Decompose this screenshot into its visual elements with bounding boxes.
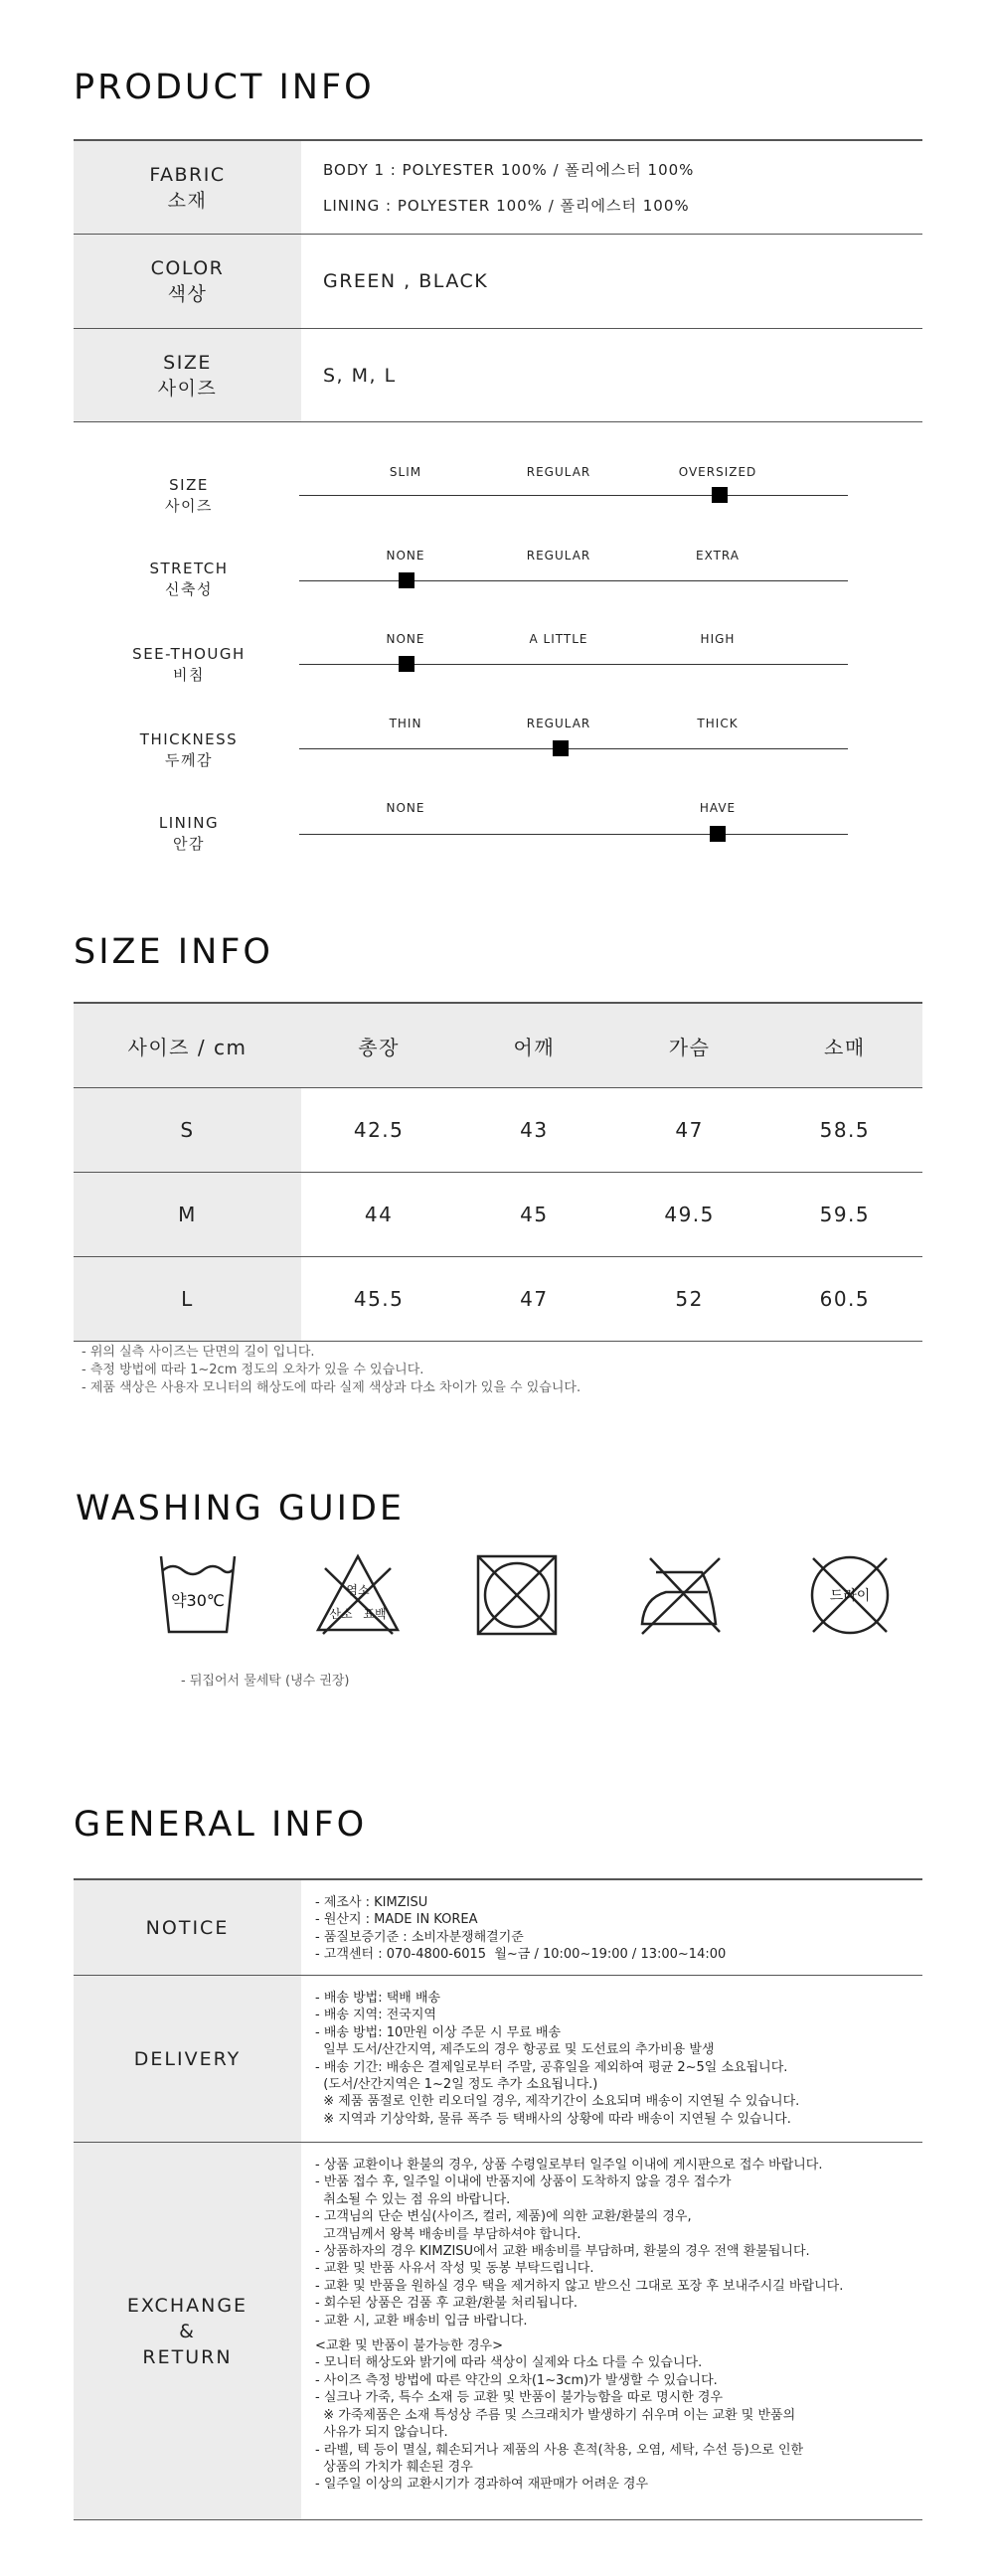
exchange-line: <교환 및 반품이 불가능한 경우> <box>315 2338 504 2354</box>
general-info-table <box>74 1878 922 2520</box>
table-row <box>74 1088 922 1173</box>
notice-line: - 원산지 : MADE IN KOREA <box>315 1912 478 1928</box>
bleach-text-top: 염소 <box>346 1583 370 1597</box>
washing-note: - 뒤집어서 물세탁 (냉수 권장) <box>181 1674 350 1689</box>
size-table-header-row <box>74 1004 922 1088</box>
color-value <box>301 235 922 328</box>
delivery-line: ※ 제품 품절로 인한 리오더일 경우, 제작기간이 소요되며 배송이 지연될 수 있습니다. <box>315 2094 800 2110</box>
size-value <box>301 329 922 421</box>
size-notes <box>82 1344 580 1397</box>
notice-row <box>74 1880 922 1976</box>
scale-size-option-3: OVERSIZED <box>678 465 757 479</box>
scale-thickness-label-en: THICKNESS <box>139 730 239 748</box>
scale-stretch-option-3: EXTRA <box>696 549 740 563</box>
scale-thickness <box>0 717 994 786</box>
scale-thickness-label-ko: 두께감 <box>165 751 213 769</box>
scale-stretch-track <box>299 580 848 581</box>
general-info-title: GENERAL INFO <box>74 1805 368 1845</box>
exchange-line: - 사이즈 측정 방법에 따른 약간의 오차(1~3cm)가 발생할 수 있습니다. <box>315 2372 718 2388</box>
size-info-title: SIZE INFO <box>74 932 273 972</box>
size-header-ko: 사이즈 <box>157 377 218 400</box>
sleeve-cell: 60.5 <box>819 1287 871 1311</box>
length-cell: 44 <box>364 1203 394 1226</box>
scale-size <box>0 465 994 535</box>
size-table-header-chest: 가슴 <box>668 1035 711 1059</box>
exchange-line: - 상품 교환이나 환불의 경우, 상품 수령일로부터 일주일 이내에 게시판으로 접수 바랍니다. <box>315 2158 823 2173</box>
delivery-line: - 배송 지역: 전국지역 <box>315 2008 436 2023</box>
notice-line: - 제조사 : KIMZISU <box>315 1895 428 1910</box>
size-table-header-sleeve: 소매 <box>824 1035 866 1059</box>
scale-size-label <box>129 475 248 517</box>
no-iron-icon <box>636 1550 726 1640</box>
delivery-row <box>74 1976 922 2143</box>
exchange-line: 취소될 수 있는 점 유의 바랍니다. <box>315 2191 511 2207</box>
notice-line: - 고객센터 : 070-4800-6015 월~금 / 10:00~19:00 / 13:00~14:00 <box>315 1947 727 1963</box>
delivery-line: (도서/산간지역은 1~2일 정도 추가 소요됩니다.) <box>315 2077 598 2093</box>
hand-wash-temp-text: 약30℃ <box>171 1591 225 1610</box>
exchange-line: 사유가 되지 않습니다. <box>315 2425 448 2441</box>
notice-line: - 품질보증기준 : 소비자분쟁해결기준 <box>315 1929 524 1945</box>
exchange-spacer <box>315 2330 922 2337</box>
size-info-table <box>74 1002 922 1342</box>
delivery-line: ※ 지역과 기상악화, 물류 폭주 등 택배사의 상황에 따라 배송이 지연될 수 있습니다. <box>315 2111 791 2127</box>
exchange-header-line-3: RETURN <box>142 2345 233 2368</box>
notice-value <box>301 1880 922 1975</box>
exchange-return-row <box>74 2143 922 2520</box>
color-header-en: COLOR <box>150 257 225 279</box>
scale-see-through-track <box>299 664 848 665</box>
scale-size-label-en: SIZE <box>169 476 209 494</box>
scale-stretch-option-2: REGULAR <box>526 549 591 563</box>
delivery-value <box>301 1976 922 2142</box>
size-cell: M <box>74 1173 301 1256</box>
scale-stretch-label-en: STRETCH <box>149 560 229 577</box>
delivery-line: - 배송 방법: 10만원 이상 주문 시 무료 배송 <box>315 2024 562 2040</box>
sleeve-cell: 58.5 <box>819 1118 871 1142</box>
sleeve-cell: 59.5 <box>819 1203 871 1226</box>
scale-size-option-2: REGULAR <box>526 465 591 479</box>
dry-clean-text: 드라이 <box>829 1588 871 1604</box>
shoulder-cell: 43 <box>520 1118 549 1142</box>
fabric-value <box>301 141 922 234</box>
chest-cell: 52 <box>675 1287 704 1311</box>
exchange-line: - 상품하자의 경우 KIMZISU에서 교환 배송비를 부담하며, 환불의 경우 전액 환불됩니다. <box>315 2244 810 2260</box>
shoulder-cell: 47 <box>520 1287 549 1311</box>
exchange-return-header <box>74 2143 301 2519</box>
size-cell: S <box>74 1088 301 1172</box>
exchange-line: - 실크나 가죽, 특수 소재 등 교환 및 반품이 불가능함을 따로 명시한 경우 <box>315 2390 724 2406</box>
size-note: - 제품 색상은 사용자 모니터의 해상도에 따라 실제 색상과 다소 차이가 있을 수 있습니다. <box>82 1380 581 1395</box>
color-header <box>74 235 301 328</box>
size-line: S, M, L <box>323 364 397 387</box>
fabric-header <box>74 141 301 234</box>
scale-see-through-option-1: NONE <box>386 632 425 646</box>
size-table-header-size: 사이즈 / cm <box>127 1035 248 1059</box>
size-note: - 위의 실측 사이즈는 단면의 길이 입니다. <box>82 1345 315 1360</box>
exchange-return-value <box>301 2143 922 2519</box>
notice-header-label: NOTICE <box>145 1916 230 1939</box>
exchange-line: - 교환 및 반품을 원하실 경우 택을 제거하지 않고 받으신 그대로 포장 후 보내주시길 바랍니다. <box>315 2278 844 2294</box>
size-header <box>74 329 301 421</box>
no-chlorine-bleach-icon <box>313 1550 403 1640</box>
size-note: - 측정 방법에 따라 1~2cm 정도의 오차가 있을 수 있습니다. <box>82 1363 424 1377</box>
no-dry-clean-icon <box>805 1550 895 1640</box>
bleach-text-right: 표백 <box>363 1607 387 1621</box>
table-row <box>74 1173 922 1257</box>
scale-see-through-label <box>129 644 248 686</box>
no-tumble-dry-icon <box>472 1550 562 1640</box>
exchange-line: - 라벨, 텍 등이 멸실, 훼손되거나 제품의 사용 흔적(착용, 오염, 세탁, 수선 등)으로 인한 <box>315 2442 804 2458</box>
chest-cell: 47 <box>675 1118 704 1142</box>
scale-lining-label <box>129 813 248 855</box>
delivery-line: - 배송 방법: 택배 배송 <box>315 1991 441 2006</box>
color-header-ko: 색상 <box>167 283 208 305</box>
delivery-header-label: DELIVERY <box>133 2047 242 2070</box>
fabric-row <box>74 141 922 235</box>
size-table-header-length: 총장 <box>358 1035 400 1059</box>
product-info-table <box>74 139 922 422</box>
exchange-line: 고객님께서 왕복 배송비를 부담하셔야 합니다. <box>315 2226 581 2242</box>
exchange-line: - 반품 접수 후, 일주일 이내에 반품지에 상품이 도착하지 않을 경우 접수가 <box>315 2174 732 2190</box>
scale-lining-marker <box>710 826 726 842</box>
scale-stretch-marker <box>399 572 414 588</box>
fabric-line-lining: LINING : POLYESTER 100% / 폴리에스터 100% <box>323 196 690 215</box>
length-cell: 42.5 <box>353 1118 405 1142</box>
scale-see-through-marker <box>399 656 414 672</box>
size-row <box>74 329 922 422</box>
chest-cell: 49.5 <box>664 1203 715 1226</box>
scale-size-track <box>299 495 848 496</box>
exchange-line: - 회수된 상품은 검품 후 교환/환불 처리됩니다. <box>315 2296 579 2312</box>
table-row <box>74 1257 922 1342</box>
exchange-line: - 일주일 이상의 교환시기가 경과하여 재판매가 어려운 경우 <box>315 2477 649 2493</box>
scale-thickness-option-1: THIN <box>389 717 422 730</box>
size-header-en: SIZE <box>163 351 212 374</box>
scale-see-through-option-3: HIGH <box>700 632 736 646</box>
delivery-line: 일부 도서/산간지역, 제주도의 경우 항공료 및 도선료의 추가비용 발생 <box>315 2042 715 2058</box>
scale-lining-option-3: HAVE <box>699 801 737 815</box>
scale-size-marker <box>712 487 728 503</box>
scale-size-label-ko: 사이즈 <box>165 497 213 515</box>
exchange-header-line-1: EXCHANGE <box>126 2294 248 2317</box>
scale-stretch-option-1: NONE <box>386 549 425 563</box>
shoulder-cell: 45 <box>520 1203 549 1226</box>
scale-thickness-option-2: REGULAR <box>526 717 591 730</box>
scale-see-through-label-en: SEE-THOUGH <box>132 645 246 663</box>
exchange-header-line-2: & <box>179 2320 196 2342</box>
scale-lining-option-1: NONE <box>386 801 425 815</box>
fabric-header-ko: 소재 <box>167 189 208 212</box>
exchange-line: ※ 가죽제품은 소재 특성상 주름 및 스크래치가 발생하기 쉬우며 이는 교환 및 반품의 <box>315 2407 796 2423</box>
washing-guide-title: WASHING GUIDE <box>76 1489 406 1529</box>
scale-stretch-label <box>129 559 248 600</box>
scale-lining-label-en: LINING <box>158 814 220 832</box>
scale-stretch-label-ko: 신축성 <box>165 580 213 598</box>
exchange-line: - 모니터 해상도와 밝기에 따라 색상이 실제와 다소 다를 수 있습니다. <box>315 2355 703 2371</box>
fabric-line-body: BODY 1 : POLYESTER 100% / 폴리에스터 100% <box>323 160 695 179</box>
size-cell: L <box>74 1257 301 1341</box>
scale-stretch <box>0 549 994 618</box>
exchange-line: - 고객님의 단순 변심(사이즈, 컬러, 제품)에 의한 교환/환불의 경우, <box>315 2209 692 2225</box>
scale-lining-label-ko: 안감 <box>173 835 205 853</box>
scale-thickness-marker <box>553 740 569 756</box>
scale-thickness-option-3: THICK <box>697 717 739 730</box>
size-table-header-shoulder: 어깨 <box>513 1035 556 1059</box>
scale-lining-track <box>299 834 848 835</box>
scale-see-through-option-2: A LITTLE <box>529 632 588 646</box>
scale-size-option-1: SLIM <box>389 465 422 479</box>
color-row <box>74 235 922 329</box>
notice-header <box>74 1880 301 1975</box>
exchange-line: - 교환 시, 교환 배송비 입금 바랍니다. <box>315 2313 528 2329</box>
scale-see-through <box>0 632 994 702</box>
scale-see-through-label-ko: 비침 <box>173 666 205 684</box>
length-cell: 45.5 <box>353 1287 405 1311</box>
delivery-line: - 배송 기간: 배송은 결제일로부터 주말, 공휴일을 제외하여 평균 2~5일 소요됩니다. <box>315 2059 788 2075</box>
hand-wash-30-icon <box>153 1550 243 1640</box>
fabric-header-en: FABRIC <box>149 163 226 186</box>
delivery-header <box>74 1976 301 2142</box>
scale-lining <box>0 801 994 871</box>
exchange-line: - 교환 및 반품 사유서 작성 및 동봉 부탁드립니다. <box>315 2261 594 2277</box>
color-line: GREEN , BLACK <box>323 270 489 292</box>
scale-thickness-label <box>129 729 248 771</box>
product-info-title: PRODUCT INFO <box>74 68 375 107</box>
bleach-text-left: 산소 <box>329 1607 353 1621</box>
scale-thickness-track <box>299 748 848 749</box>
exchange-line: 상품의 가치가 훼손된 경우 <box>315 2459 473 2475</box>
